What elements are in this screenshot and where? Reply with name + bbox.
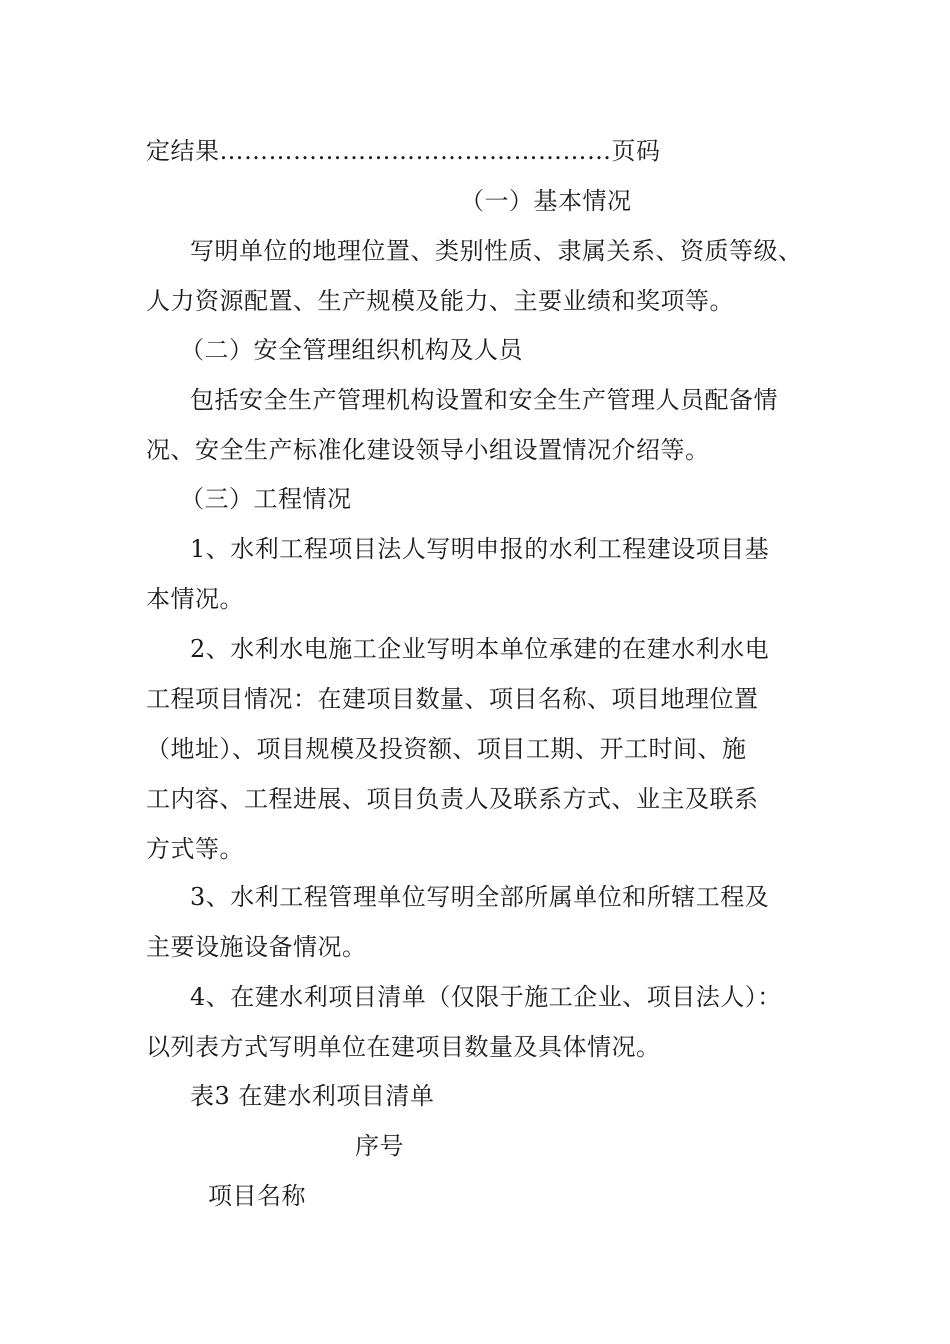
list-item-line: 4、在建水利项目清单（仅限于施工企业、项目法人）： bbox=[190, 983, 782, 1011]
paragraph-line: 包括安全生产管理机构设置和安全生产管理人员配备情 bbox=[190, 386, 778, 414]
list-item-line: 工内容、工程进展、项目负责人及联系方式、业主及联系 bbox=[146, 785, 759, 813]
table-header-name: 项目名称 bbox=[208, 1182, 306, 1210]
paragraph-line: 写明单位的地理位置、类别性质、隶属关系、资质等级、 bbox=[190, 237, 803, 265]
section-heading-project: （三）工程情况 bbox=[180, 485, 352, 513]
list-item-line: （地址）、项目规模及投资额、项目工期、开工时间、施 bbox=[146, 735, 747, 763]
list-item-line: 工程项目情况：在建项目数量、项目名称、项目地理位置 bbox=[146, 685, 759, 713]
list-item-line: 本情况。 bbox=[146, 585, 244, 613]
table-caption: 表3 在建水利项目清单 bbox=[190, 1082, 435, 1110]
list-item-line: 以列表方式写明单位在建项目数量及具体情况。 bbox=[146, 1033, 661, 1061]
section-heading-basic: （一）基本情况 bbox=[460, 187, 632, 215]
list-item-line: 1、水利工程项目法人写明申报的水利工程建设项目基 bbox=[190, 535, 770, 563]
table-header-seq: 序号 bbox=[355, 1132, 404, 1160]
list-item-line: 2、水利水电施工企业写明本单位承建的在建水利水电 bbox=[190, 635, 770, 663]
section-heading-safety-org: （二）安全管理组织机构及人员 bbox=[180, 336, 523, 364]
toc-line: 定结果…………………………………………页码 bbox=[146, 137, 661, 165]
paragraph-line: 况、安全生产标准化建设领导小组设置情况介绍等。 bbox=[146, 436, 710, 464]
list-item-line: 主要设施设备情况。 bbox=[146, 933, 367, 961]
paragraph-line: 人力资源配置、生产规模及能力、主要业绩和奖项等。 bbox=[146, 287, 734, 315]
list-item-line: 方式等。 bbox=[146, 835, 244, 863]
list-item-line: 3、水利工程管理单位写明全部所属单位和所辖工程及 bbox=[190, 883, 770, 911]
